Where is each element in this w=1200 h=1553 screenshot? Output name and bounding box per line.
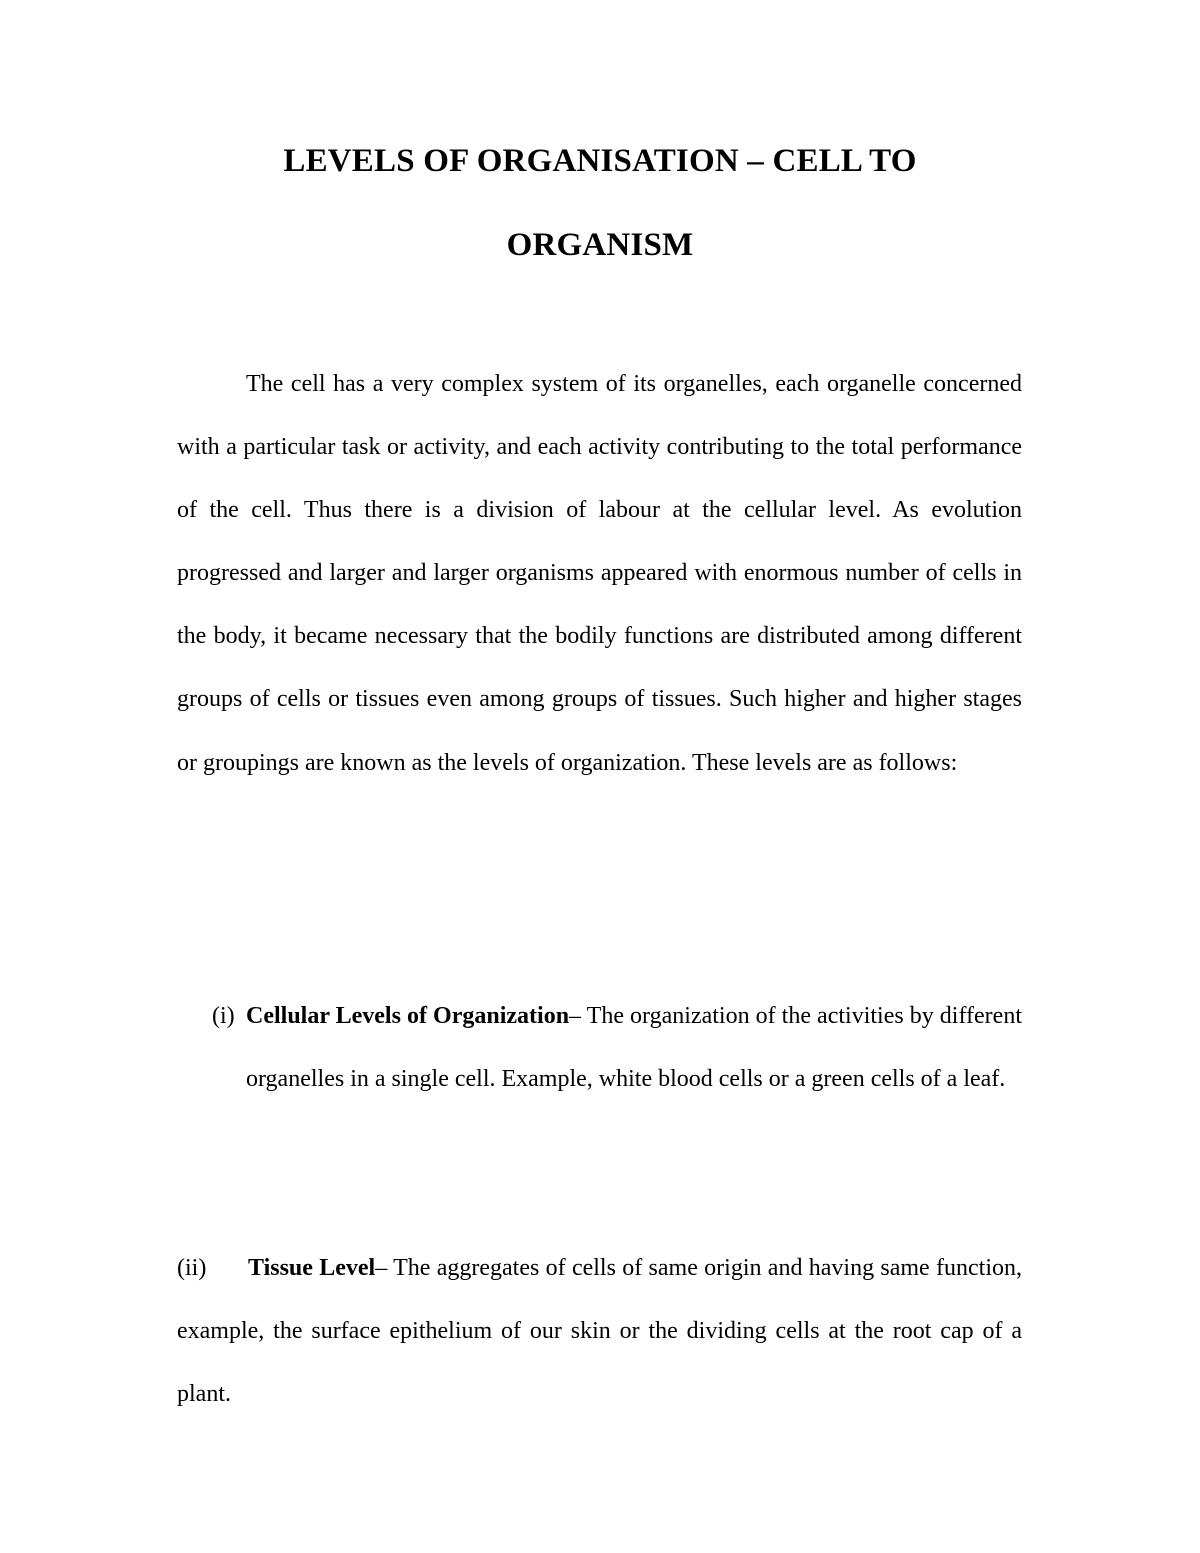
- level-heading: Tissue Level: [248, 1255, 376, 1281]
- intro-paragraph: The cell has a very complex system of its organelles, each organelle concerned with a particular task or activity, and each activity contributing to the total performance of the cell. Thus there is a division of labour at the cellular level. As evolution progressed and larger and larger organisms appeared with enormous number of cells in the body, it became necessary that the bodily functions are distributed among different groups of cells or tissues even among groups of tissues. Such higher and higher stages or groupings are known as the levels of organization. These levels are as follows:: [177, 371, 1022, 776]
- level-heading: Cellular Levels of Organization: [246, 1003, 570, 1029]
- level-item-tissue: [177, 1237, 1022, 1426]
- level-marker: (i): [212, 1003, 235, 1029]
- page-title-line-1: LEVELS OF ORGANISATION – CELL TO: [283, 143, 917, 179]
- level-item-cellular: [177, 985, 1022, 1111]
- page-title-line-2: ORGANISM: [506, 227, 694, 263]
- level-text: – The organization of the activities by different organelles in a single cell. Example, white blood cells or a green cells of a leaf.: [246, 1003, 1022, 1093]
- level-marker: (ii): [177, 1255, 207, 1281]
- level-text: – The aggregates of cells of same origin and having same function, example, the surface epithelium of our skin or the dividing cells at the root cap of a plant.: [177, 1255, 1023, 1408]
